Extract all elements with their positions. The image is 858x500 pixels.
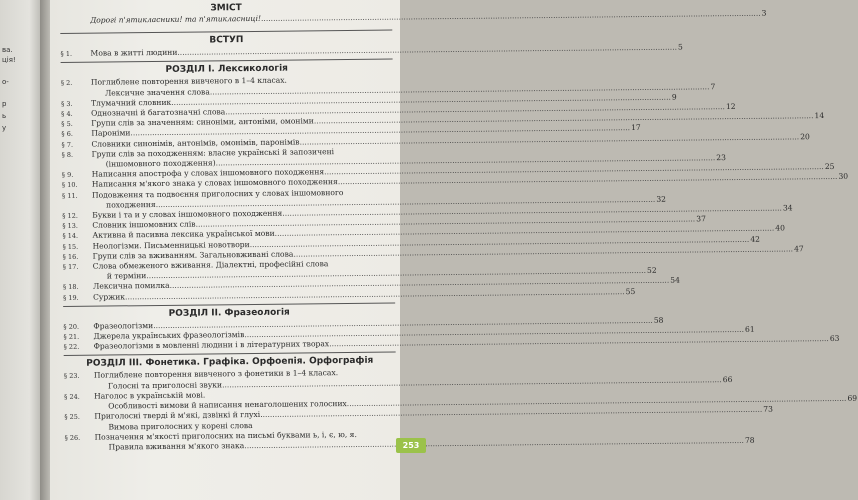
toc-entry-number — [64, 422, 94, 433]
toc-entry-title: Джерела українських фразеологізмів — [93, 330, 245, 341]
toc-entry-page: 37 — [696, 214, 706, 224]
toc-entry-number: § 4. — [61, 109, 73, 119]
toc-entry-page: 63 — [829, 334, 840, 344]
toc-entry-number — [62, 160, 92, 171]
toc-entry-title: Написання м'якого знака у словах іншомовного походження — [91, 177, 338, 190]
toc-entry-number: § 25. — [64, 413, 81, 422]
toc-entry-number: § 22. — [63, 343, 80, 352]
adjacent-page-text: у — [2, 124, 7, 132]
toc-entry-number: § 19. — [63, 293, 79, 302]
toc-entry-page: 52 — [646, 266, 657, 276]
toc-entry-page: 5 — [677, 42, 683, 52]
adjacent-page-text: р — [2, 100, 7, 108]
toc-entry-number — [64, 381, 94, 392]
toc-entry-number: § 12. — [62, 211, 78, 221]
toc-entry-number: § 10. — [61, 181, 78, 190]
toc-entry-number: § 14. — [62, 232, 79, 241]
section-title-phonetics: РОЗДІЛ ІІІ. Фонетика. Графіка. Орфоепія. Орфографія — [64, 352, 396, 371]
toc-entry-page: 55 — [625, 286, 636, 296]
section-title-lexicology: РОЗДІЛ І. Лексикологія — [61, 59, 393, 78]
toc-entry-number: § 6. — [61, 130, 73, 139]
toc-title: ЗМІСТ — [210, 3, 242, 14]
page-number-badge: 253 — [396, 438, 426, 453]
toc-entry-number: § 21. — [63, 332, 80, 342]
toc-entry-number: § 13. — [62, 222, 79, 231]
toc-entry-number: § 26. — [64, 433, 81, 442]
toc-entry-number: § 18. — [62, 283, 79, 292]
toc-list-phraseology — [63, 315, 840, 352]
toc-entry-number: § 23. — [63, 372, 80, 381]
toc-entry-title: Наголос в українській мові. — [94, 390, 206, 401]
toc-entry-page: 30 — [838, 172, 849, 182]
toc-entry-number: § 9. — [61, 171, 74, 180]
toc-entry-number: § 2. — [60, 79, 73, 88]
toc-entry-title: Групи слів за значенням: синоніми, антоніми, омоніми — [91, 116, 314, 128]
book-page — [50, 0, 858, 500]
toc-entry-page: 23 — [716, 153, 727, 163]
toc-entry-page: 9 — [671, 92, 677, 102]
toc-entry-title: Словники синонімів, антонімів, омонімів, паронімів — [91, 137, 300, 149]
toc-entry-title: Мова в житті людини — [90, 47, 178, 58]
toc-entry-number — [63, 272, 93, 283]
toc-entry-title: Вимова приголосних у корені слова — [108, 420, 253, 432]
toc-entry-page: 17 — [631, 123, 641, 133]
toc-entry-page: 47 — [794, 244, 804, 254]
toc-entry-page: 32 — [656, 194, 667, 204]
toc-intro-page: 3 — [761, 8, 767, 18]
toc-entry-page: 54 — [670, 275, 680, 286]
toc-entry-title: Неологізми. Письменницькі новотвори — [92, 239, 250, 251]
toc-entry-title: (іншомовного походження) — [105, 158, 216, 169]
toc-entry-page: 7 — [710, 81, 716, 91]
adjacent-page-text: ва. — [2, 46, 13, 54]
toc-entry-title: Позначення м'якості приголосних на письмі буквами ь, і, є, ю, я. — [94, 429, 357, 442]
toc-entry-title: Групи слів за походженням: власне українські й запозичені — [91, 146, 335, 159]
adjacent-page-edge — [0, 0, 42, 500]
toc-entry-title: Поглиблене повторення вивченого в 1–4 класах. — [90, 76, 288, 88]
toc-entry-page: 40 — [775, 223, 785, 233]
toc-entry-title: Особливості вимови й написання ненаголошених голосних — [108, 399, 347, 411]
toc-entry-title: Активна й пасивна лексика української мови — [92, 229, 275, 241]
section-title-phraseology: РОЗДІЛ ІІ. Фразеологія — [63, 302, 395, 321]
toc-entry-title: Лексична помилка — [92, 281, 170, 292]
toc-entry-page: 12 — [725, 101, 736, 112]
toc-entry-title: Фразеологізми в мовленні людини і в літературних творах — [93, 339, 330, 351]
toc-entry-title: Слова обмеженого вживання. Діалектні, професійні слова — [92, 259, 329, 271]
toc-entry-title: Написання апострофа у словах іншомовного походження — [91, 167, 325, 179]
toc-entry-title: Однозначні й багатозначні слова — [91, 107, 226, 118]
toc-entry-title: Подовження та подвоєння приголосних у словах іншомовного — [91, 187, 344, 200]
toc-entry-title: Групи слів за вживанням. Загальновживані слова — [92, 249, 294, 261]
toc-entry-page: 20 — [800, 131, 810, 141]
adjacent-page-text: ція! — [2, 56, 16, 64]
toc-entry-title: Приголосні тверді й м'які, дзвінкі й глухі. — [94, 410, 263, 421]
toc-entry-title: Правила вживання м'якого знака — [108, 441, 245, 452]
toc-entry-title: Букви і та и у словах іншомовного походження — [92, 208, 283, 220]
toc-entry-number: § 8. — [61, 150, 74, 159]
toc-entry-number — [62, 201, 92, 212]
toc-entry-title: Суржик — [93, 292, 126, 302]
toc-list-intro — [60, 42, 683, 60]
toc-entry-title: Словник іншомовних слів — [92, 219, 196, 230]
toc-entry-title: Голосні та приголосні звуки — [107, 380, 223, 391]
toc-entry-number: § 5. — [61, 120, 73, 129]
toc-entry-number — [61, 88, 91, 99]
toc-entry-number: § 24. — [64, 392, 80, 401]
toc-list-lexicology — [60, 75, 849, 303]
toc-entry-title: Поглиблене повторення вивченого з фонетики в 1–4 класах. — [93, 368, 339, 381]
section-title-intro: ВСТУП — [60, 30, 392, 49]
toc-entry-title: й терміни — [106, 271, 147, 281]
toc-entry-number: § 15. — [62, 242, 79, 251]
toc-entry-page: 69 — [847, 393, 858, 403]
adjacent-page-text: ь — [2, 112, 7, 120]
toc-entry-number: § 7. — [61, 140, 74, 149]
toc-intro-text: Дорогі п'ятикласники! та п'ятикласниці! — [90, 13, 262, 25]
toc-entry-number: § 20. — [63, 322, 80, 331]
toc-entry-page: 14 — [814, 111, 825, 121]
toc-entry-page: 25 — [824, 162, 835, 172]
toc-entry-number: § 17. — [62, 262, 79, 272]
toc-entry-number: § 3. — [61, 99, 73, 108]
toc-entry-number: § 1. — [60, 50, 73, 59]
toc-entry-page: 34 — [782, 203, 793, 213]
adjacent-page-text: о- — [2, 78, 9, 86]
toc-entry-number: § 11. — [61, 191, 78, 200]
toc-entry-page: 78 — [744, 435, 755, 445]
toc-entry-title: Пароніми — [91, 128, 131, 139]
toc-entry-page: 66 — [722, 374, 733, 384]
toc-entry-page: 73 — [763, 404, 773, 414]
toc-entry-title: походження — [106, 199, 156, 210]
toc-entry-number — [65, 443, 95, 454]
toc-entry-title: Фразеологізми — [93, 320, 154, 331]
toc-entry-page: 58 — [653, 315, 664, 325]
toc-entry-number — [64, 402, 94, 413]
toc-entry-page: 61 — [744, 324, 755, 334]
toc-entry-title: Лексичне значення слова — [104, 87, 210, 98]
toc-entry — [60, 42, 683, 60]
toc-entry-number: § 16. — [62, 252, 79, 261]
toc-entry-title: Тлумачний словник — [90, 97, 172, 108]
toc-entry-page: 42 — [750, 234, 761, 244]
